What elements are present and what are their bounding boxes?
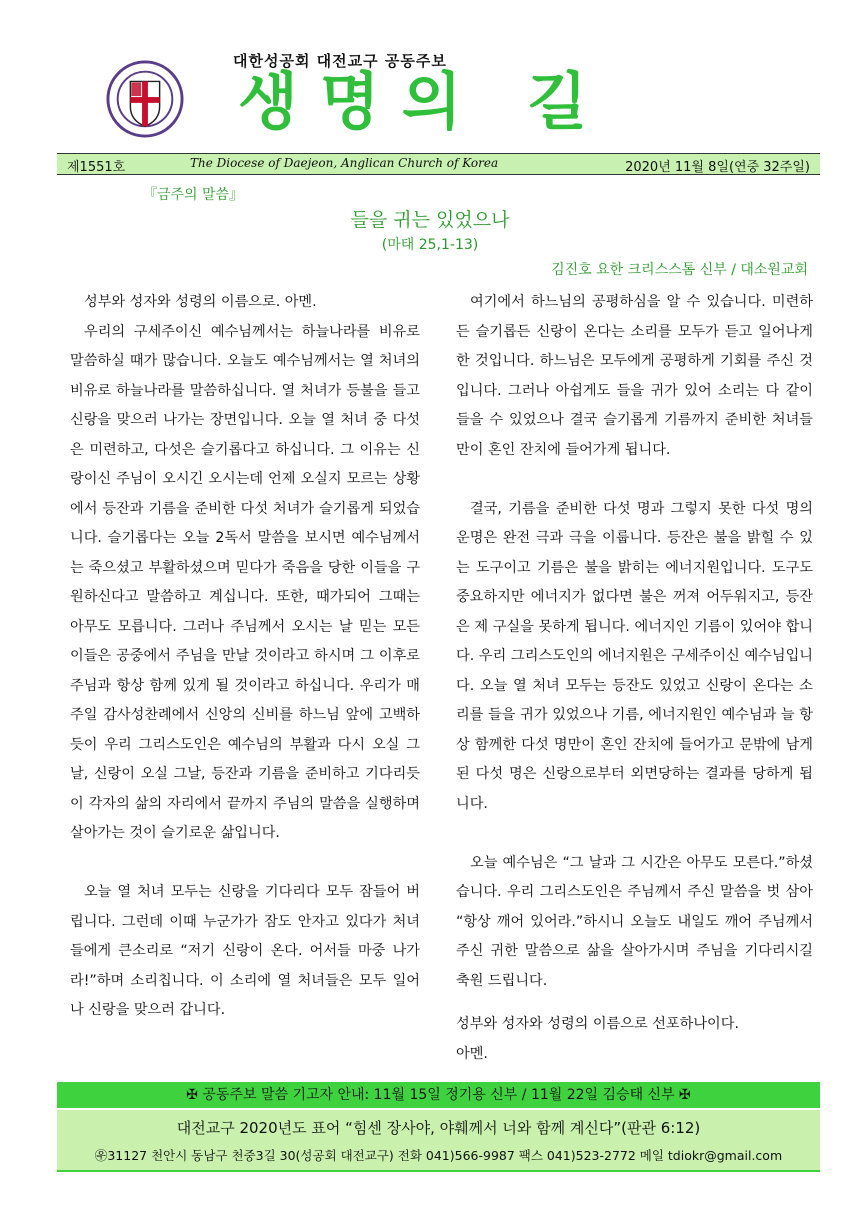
section-label: 『금주의 말씀』 — [143, 187, 244, 203]
sermon-right-column — [456, 288, 813, 1069]
issue-bar — [57, 153, 820, 175]
paragraph: 오늘 열 처녀 모두는 신랑을 기다리다 모두 잠들어 버립니다. 그런데 이때 누군가가 잠도 안자고 있다가 처녀들에게 큰소리로 “저기 신랑이 온다. 어서들 마중 나가라!”하며 소리칩니다. 이 소리에 열 처녀들은 모두 일어나 신랑을 맞으러 갑니다. — [70, 884, 420, 1018]
diocese-name: The Diocese of Daejeon, Anglican Church of Korea — [190, 156, 499, 170]
paragraph: 성부와 성자와 성령의 이름으로 선포하나이다. — [456, 1016, 739, 1032]
scripture-reference: (마태 25,1-13) — [381, 237, 479, 253]
sermon-left-column — [70, 288, 420, 1026]
newsletter-title: 생명의 길 — [238, 65, 610, 138]
sermon-title: 들을 귀는 있었으나 — [350, 209, 510, 231]
paragraph: 성부와 성자와 성령의 이름으로. 아멘. — [84, 294, 317, 310]
paragraph: 오늘 예수님은 “그 날과 그 시간은 아무도 모른다.”하셨습니다. 우리 그리스도인은 주님께서 주신 말씀을 벗 삼아 “항상 깨어 있어라.”하시니 오늘도 내일도 깨어 주님께서 주신 귀한 말씀으로 삶을 살아가시며 주님을 기다리시길 축원 드립니다. — [456, 854, 813, 989]
contributors-notice: ✠ 공동주보 말씀 기고자 안내: 11월 15일 정기용 신부 / 11월 22일 김승태 신부 ✠ — [57, 1082, 820, 1108]
contact-address: ㉾31127 천안시 동남구 천중3길 30(성공회 대전교구) 전화 041)566-9987 팩스 041)523-2772 메일 tdiokr@gmail.com — [94, 1148, 783, 1163]
footer-info — [57, 1110, 820, 1172]
sermon-author: 김진호 요한 크리스스톰 신부 / 대소원교회 — [551, 262, 808, 278]
issue-number: 제1551호 — [67, 160, 126, 175]
paragraph: 우리의 구세주이신 예수님께서는 하늘나라를 비유로 말씀하실 때가 많습니다. 오늘도 예수님께서는 열 처녀의 비유로 하늘나라를 말씀하십니다. 열 처녀가 등불을 들고 신랑을 맞으러 나가는 장면입니다. 오늘 열 처녀 중 다섯은 미련하고, 다섯은 슬기롭다고 하십니다. 그 이유는 신랑이신 주님이 오시긴 오시는데 언제 오실지 모르는 상황에서 등잔과 기름을 준비한 다섯 처녀가 슬기롭게 되었습니다. 슬기롭다는 오늘 2독서 말씀을 보시면 예수님께서는 죽으셨고 부활하셨으며 믿다가 죽음을 당한 이들을 구원하신다고 말씀하고 계십니다. 또한, 때가되어 그때는 아무도 모릅니다. 그러나 주님께서 오시는 날 믿는 모든 이들은 공중에서 주님을 만날 것이라고 하시며 그 이후로 주님과 항상 함께 있게 될 것이라고 하십니다. 우리가 매주일 감사성찬례에서 신앙의 신비를 하느님 앞에 고백하듯이 우리 그리스도인은 예수님의 부활과 다시 오실 그날, 신랑이 오실 그날, 등잔과 기름을 준비하고 기다리듯이 각자의 삶의 자리에서 끝까지 주님의 말씀을 실행하며 살아가는 것이 슬기로운 삶입니다. — [70, 323, 420, 841]
paragraph: 결국, 기름을 준비한 다섯 명과 그렇지 못한 다섯 명의 운명은 완전 극과 극을 이룹니다. 등잔은 불을 밝힐 수 있는 도구이고 기름은 불을 밝히는 에너지원입니다. 도구도 중요하지만 에너지가 없다면 불은 꺼져 어두워지고, 등잔은 제 구실을 못하게 됩니다. 에너지인 기름이 있어야 합니다. 우리 그리스도인의 에너지원은 구세주이신 예수님입니다. 오늘 열 처녀 모두는 등잔도 있었고 신랑이 온다는 소리를 들을 귀가 있었으나 기름, 에너지원인 예수님과 늘 항상 함께한 다섯 명만이 혼인 잔치에 들어가고 문밖에 남게 된 다섯 명은 신랑으로부터 외면당하는 결과를 당하게 됩니다. — [456, 500, 813, 812]
paragraph: 여기에서 하느님의 공평하심을 알 수 있습니다. 미련하든 슬기롭든 신랑이 온다는 소리를 모두가 듣고 일어나게 한 것입니다. 하느님은 모두에게 공평하게 기회를 주신 것입니다. 그러나 아쉽게도 들을 귀가 있어 소리는 다 같이 들을 수 있었으나 결국 슬기롭게 기름까지 준비한 처녀들만이 혼인 잔치에 들어가게 됩니다. — [456, 294, 813, 458]
paragraph: 아멘. — [456, 1045, 488, 1062]
diocese-seal — [106, 60, 184, 138]
diocese-motto: 대전교구 2020년도 표어 “힘센 장사야, 야훼께서 너와 함께 계신다”(판관 6:12) — [176, 1119, 701, 1137]
issue-date: 2020년 11월 8일(연중 32주일) — [625, 160, 810, 175]
publisher-line: 대한성공회 대전교구 공동주보 — [233, 52, 447, 70]
